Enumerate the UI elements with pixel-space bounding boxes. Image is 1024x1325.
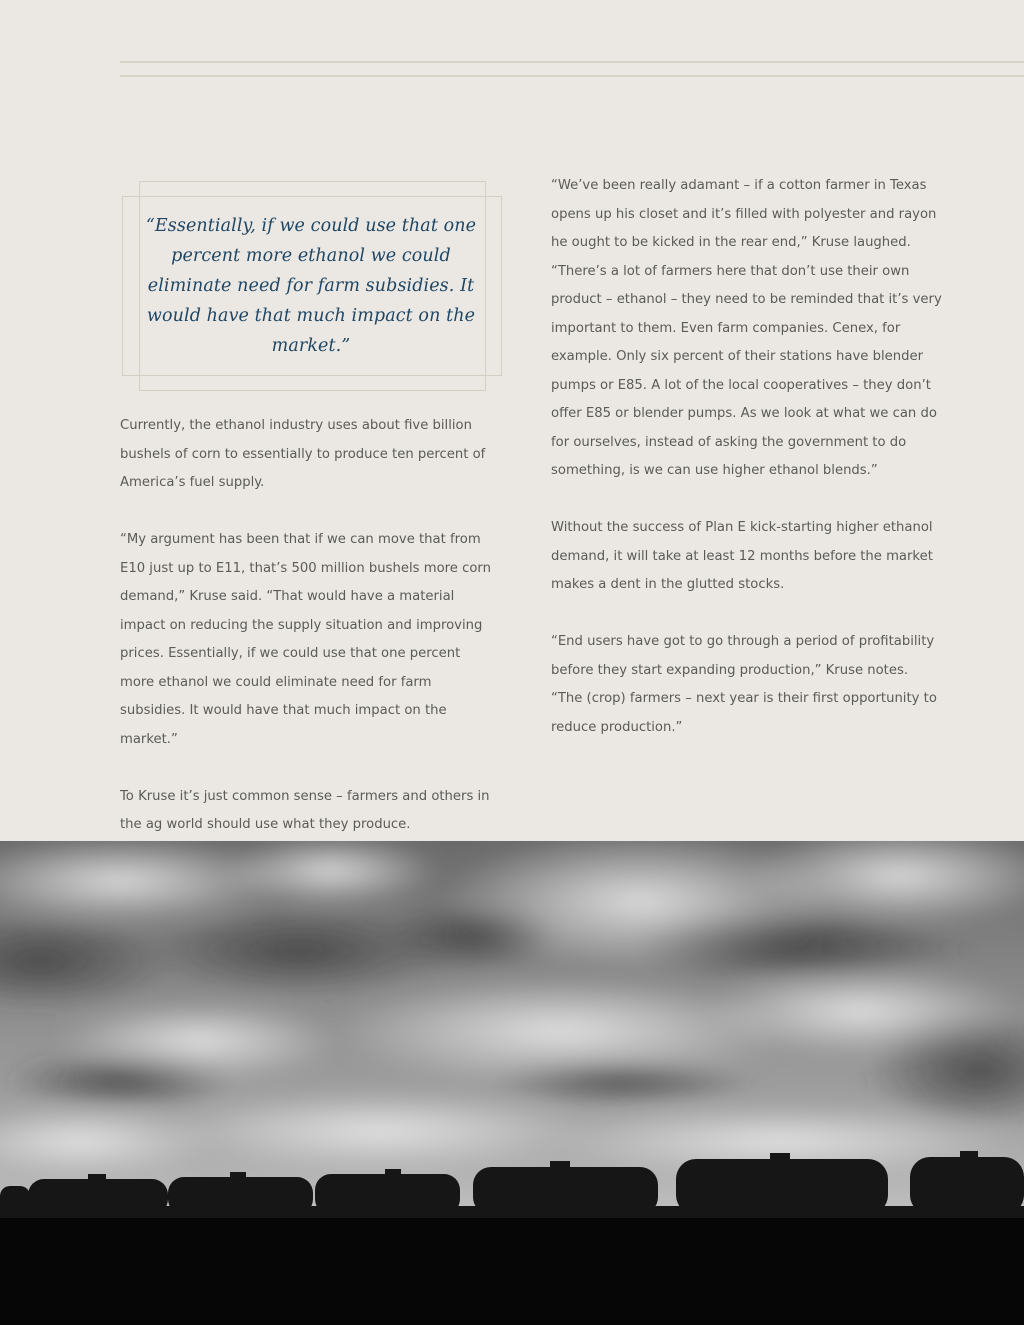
header-rule-top	[120, 61, 1024, 63]
right-paragraph-2: Without the success of Plan E kick-starting higher ethanol demand, it will take at least 12 months before the market makes a dent in the glutted stocks.	[551, 520, 933, 592]
left-column	[120, 412, 496, 868]
tanker-train-silhouette-photo	[0, 841, 1024, 1325]
header-rule-bottom	[120, 75, 1024, 77]
left-paragraph-1: Currently, the ethanol industry uses about five billion bushels of corn to essentially to produce ten percent of America’s fuel supply.	[120, 418, 486, 490]
pull-quote: “Essentially, if we could use that one percent more ethanol we could eliminate need for farm subsidies. It would have that much impact on the market.”	[145, 216, 477, 356]
left-paragraph-3: To Kruse it’s just common sense – farmers and others in the ag world should use what they produce.	[120, 788, 490, 832]
left-paragraph-2: “My argument has been that if we can move that from E10 just up to E11, that’s 500 million bushels more corn demand,” Kruse said. “That would have a material impact on reducing the supply situation and improving prices. Essentially, if we could use that one percent more ethanol we could eliminate need for farm subsidies. It would have that much impact on the market.”	[120, 532, 491, 747]
right-paragraph-3: “End users have got to go through a period of profitability before they start expanding production,” Kruse notes. “The (crop) farmers – next year is their first opportunity to reduce production.”	[551, 634, 937, 735]
right-paragraph-1: “We’ve been really adamant – if a cotton farmer in Texas opens up his closet and it’s filled with polyester and rayon he ought to be kicked in the rear end,” Kruse laughed. “There’s a lot of farmers here that don’t use their own product – ethanol – they need to be reminded that it’s very important to them. Even farm companies. Cenex, for example. Only six percent of their stations have blender pumps or E85. A lot of the local cooperatives – they don’t offer E85 or blender pumps. As we look at what we can do for ourselves, instead of asking the government to do something, is we can use higher ethanol blends.”	[551, 178, 942, 478]
right-column	[551, 172, 943, 771]
